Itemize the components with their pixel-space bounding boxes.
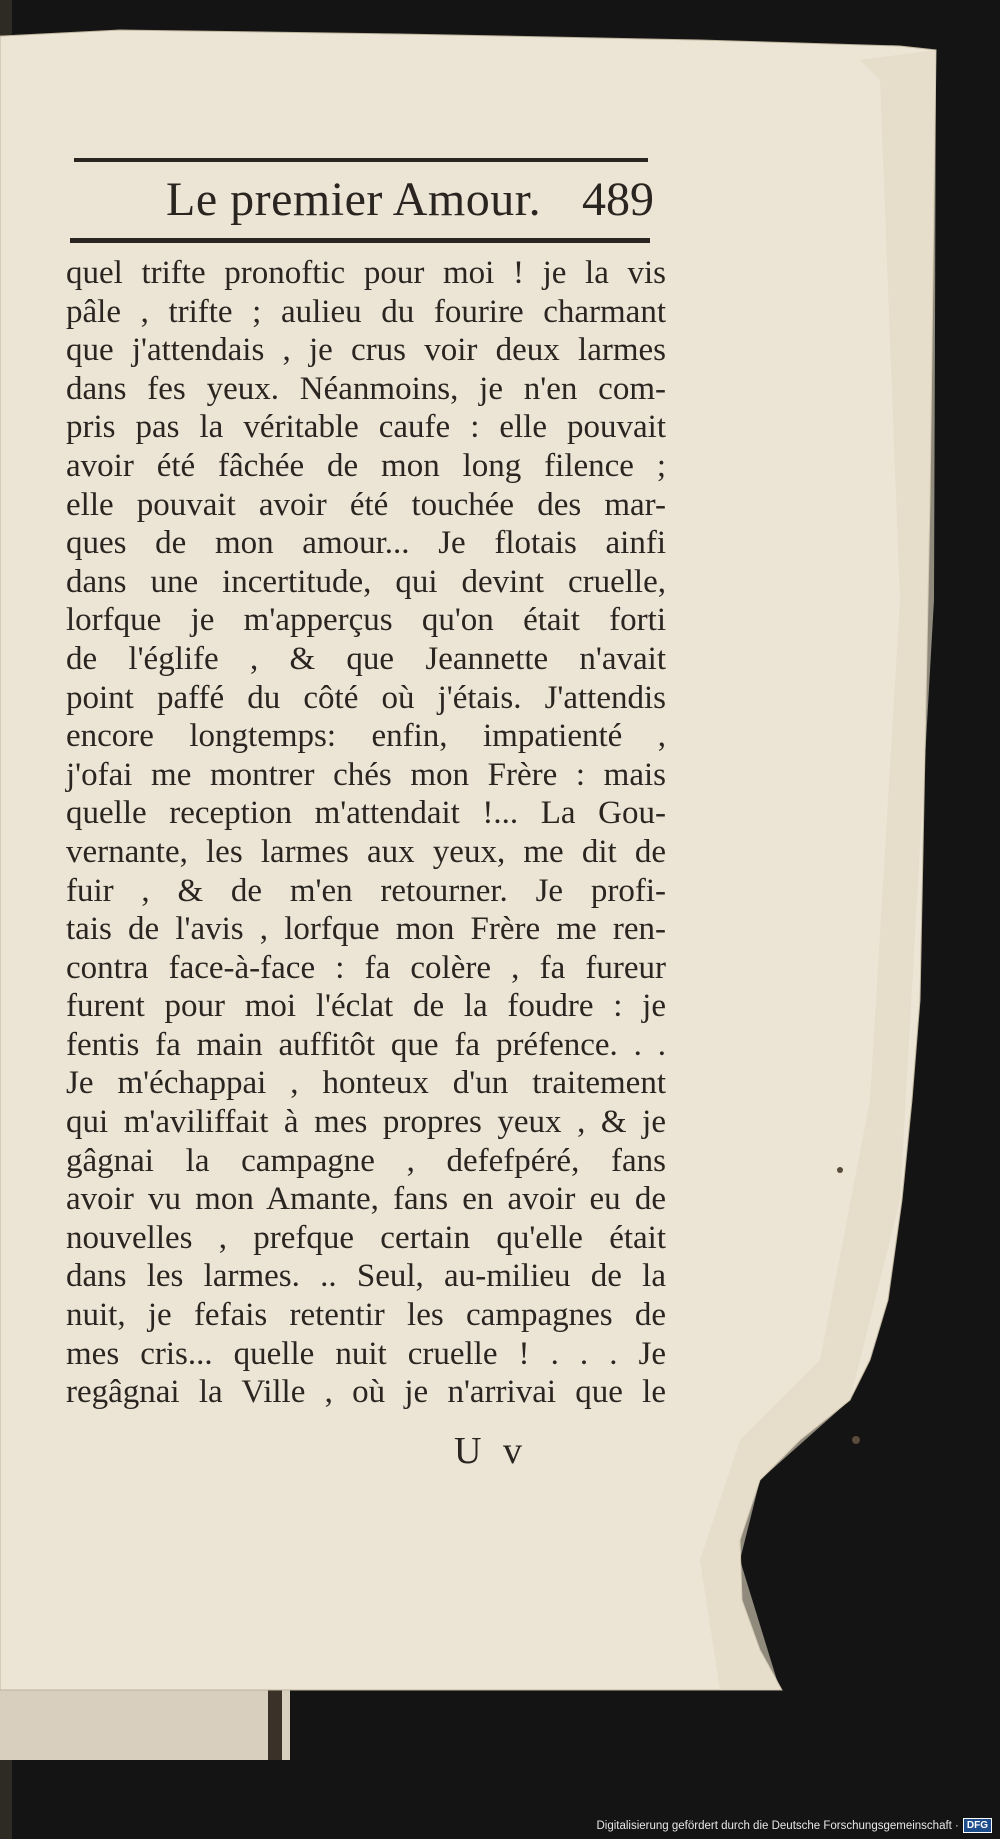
page-number: 489 <box>582 173 654 226</box>
text-line: gâgnai la campagne , defefpéré, fans <box>66 1142 666 1179</box>
text-line: avoir été fâchée de mon long filence ; <box>66 447 666 484</box>
signature-mark: U v <box>454 1430 528 1472</box>
header-rule-top <box>74 158 648 162</box>
text-line: point paffé du côté où j'étais. J'attendis <box>66 679 666 716</box>
text-line: fuir , & de m'en retourner. Je profi- <box>66 872 666 909</box>
text-line: encore longtemps: enfin, impatienté , <box>66 718 666 755</box>
header-rule-bottom <box>70 238 650 243</box>
text-line: regâgnai la Ville , où je n'arrivai que le <box>66 1374 666 1411</box>
text-line: Je m'échappai , honteux d'un traitement <box>66 1065 666 1102</box>
text-line: dans fes yeux. Néanmoins, je n'en com- <box>66 370 666 407</box>
running-header <box>66 170 666 230</box>
text-line: pâle , trifte ; aulieu du fourire charmant <box>66 293 666 330</box>
text-line: fentis fa main auffitôt que fa préfence. . . <box>66 1026 666 1063</box>
text-line: que j'attendais , je crus voir deux larmes <box>66 332 666 369</box>
body-text <box>66 254 666 1412</box>
text-line: j'ofai me montrer chés mon Frère : mais <box>66 756 666 793</box>
text-line: vernante, les larmes aux yeux, me dit de <box>66 833 666 870</box>
text-line: furent pour moi l'éclat de la foudre : je <box>66 988 666 1025</box>
digitization-credit <box>596 1818 992 1833</box>
text-line: dans les larmes. .. Seul, au-milieu de la <box>66 1258 666 1295</box>
text-line: quelle reception m'attendait !... La Gou- <box>66 795 666 832</box>
text-line: avoir vu mon Amante, fans en avoir eu de <box>66 1181 666 1218</box>
text-line: qui m'aviliffait à mes propres yeux , & je <box>66 1104 666 1141</box>
text-line: pris pas la véritable caufe : elle pouvait <box>66 409 666 446</box>
text-line: contra face-à-face : fa colère , fa fureur <box>66 949 666 986</box>
running-title: Le premier Amour. <box>166 173 542 226</box>
text-line: de l'églife , & que Jeannette n'avait <box>66 640 666 677</box>
text-line: nuit, je fefais retentir les campagnes de <box>66 1297 666 1334</box>
text-line: nouvelles , prefque certain qu'elle était <box>66 1219 666 1256</box>
dfg-logo: DFG <box>963 1818 992 1833</box>
text-line: mes cris... quelle nuit cruelle ! . . . Je <box>66 1335 666 1372</box>
credit-text: Digitalisierung gefördert durch die Deutsche Forschungsgemeinschaft · <box>596 1819 959 1832</box>
text-line: quel trifte pronoftic pour moi ! je la vis <box>66 255 666 291</box>
text-line: elle pouvait avoir été touchée des mar- <box>66 486 666 523</box>
text-line: lorfque je m'apperçus qu'on était forti <box>66 602 666 639</box>
text-line: dans une incertitude, qui devint cruelle, <box>66 563 666 600</box>
text-line: tais de l'avis , lorfque mon Frère me ren- <box>66 911 666 948</box>
text-line: ques de mon amour... Je flotais ainfi <box>66 525 666 562</box>
